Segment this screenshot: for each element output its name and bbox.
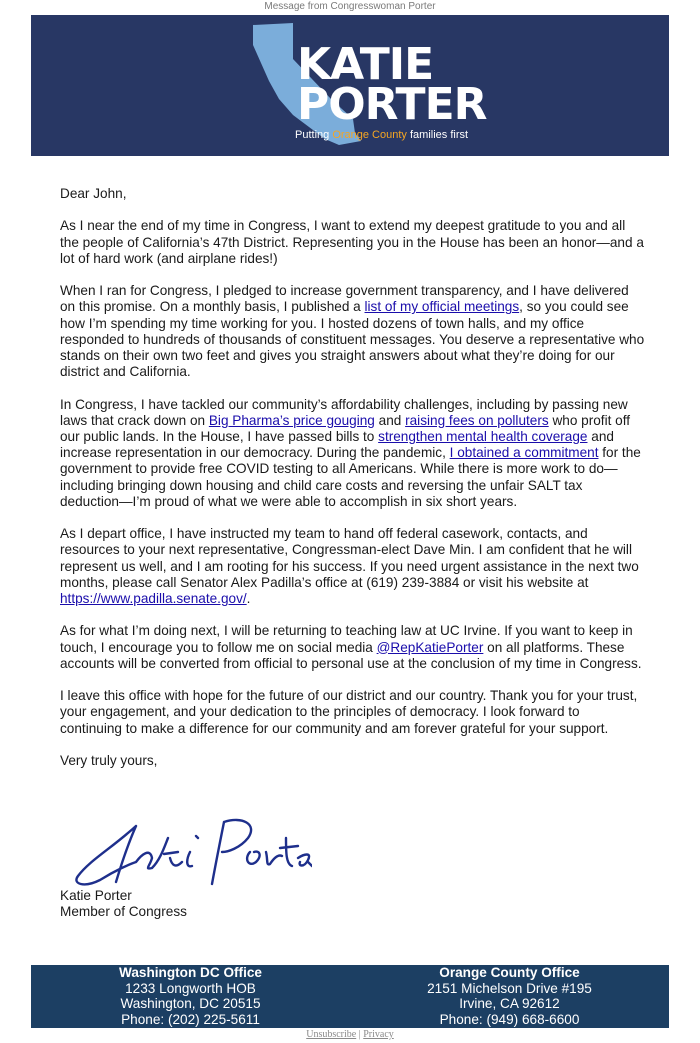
unsubscribe-link[interactable]: Unsubscribe bbox=[306, 1029, 357, 1040]
dc-office-title: Washington DC Office bbox=[119, 965, 262, 980]
letter-body bbox=[60, 186, 645, 785]
paragraph-1: As I near the end of my time in Congress, I want to extend my deepest gratitude to you and all the people of California’s 47th District. Representing you in the House has been an honor—and a lot of hard work (and airplane rides!) bbox=[60, 218, 644, 266]
oc-office-address-1: 2151 Michelson Drive #195 bbox=[427, 980, 592, 996]
preheader-text: Message from Congresswoman Porter bbox=[264, 1, 436, 12]
paragraph-3-text-4: and increase representation in our democracy. During the pandemic, bbox=[60, 429, 614, 461]
logo-tagline bbox=[295, 128, 468, 142]
oc-office bbox=[350, 965, 669, 1027]
social-handle-link[interactable]: @RepKatiePorter bbox=[376, 639, 484, 655]
greeting: Dear John, bbox=[60, 186, 127, 201]
paragraph-2-text: When I ran for Congress, I pledged to increase government transparency, and I have delivered on this promise. On a monthly basis, I published a bbox=[60, 283, 629, 315]
oc-office-address-2: Irvine, CA 92612 bbox=[459, 996, 560, 1012]
paragraph-4 bbox=[60, 526, 645, 607]
header-banner bbox=[31, 15, 669, 156]
paragraph-5-text: As for what I’m doing next, I will be returning to teaching law at UC Irvine. If you want to keep in touch, I encourage you to follow me on social media bbox=[60, 623, 633, 655]
padilla-website-link[interactable]: https://www.padilla.senate.gov/ bbox=[60, 591, 247, 607]
handwritten-signature bbox=[72, 808, 312, 893]
signer-block bbox=[60, 888, 187, 920]
dc-office bbox=[31, 965, 350, 1027]
paragraph-3-text-5: for the government to provide free COVID testing to all Americans. While there is more work to do—including bringing down housing and child care costs and reversing the unfair SALT tax deduction—I’m proud of what we were able to accomplish in six short years. bbox=[60, 445, 641, 509]
paragraph-3-text-3: who profit off our public lands. In the House, I have passed bills to bbox=[60, 412, 631, 444]
paragraph-3 bbox=[60, 397, 645, 510]
paragraph-3-text-2: and bbox=[374, 412, 406, 428]
logo-first-name: KATIE bbox=[297, 39, 434, 90]
dc-office-phone: Phone: (202) 225-5611 bbox=[121, 1011, 260, 1027]
polluters-fees-link[interactable]: raising fees on polluters bbox=[405, 412, 549, 428]
paragraph-5-text-end: on all platforms. These accounts will be converted from official to personal use at the conclusion of my time in Congress. bbox=[60, 639, 642, 671]
tagline-end: families first bbox=[406, 129, 469, 141]
legal-separator: | bbox=[356, 1029, 364, 1040]
dc-office-address-1: 1233 Longworth HOB bbox=[125, 980, 256, 996]
dc-office-address-2: Washington, DC 20515 bbox=[120, 996, 261, 1012]
signature-icon bbox=[72, 808, 312, 888]
official-meetings-link[interactable]: list of my official meetings bbox=[364, 299, 520, 315]
oc-office-title: Orange County Office bbox=[439, 965, 580, 980]
legal-links bbox=[0, 1029, 700, 1041]
logo-last-name: PORTER bbox=[297, 79, 487, 130]
paragraph-4-text-end: . bbox=[246, 591, 251, 607]
paragraph-6: I leave this office with hope for the future of our district and our country. Thank you for your trust, your engagement, and your dedication to the principles of democracy. I look forward to continuing to make a difference for our community and am forever grateful for your support. bbox=[60, 688, 638, 736]
closing: Very truly yours, bbox=[60, 753, 158, 768]
mental-health-link[interactable]: strengthen mental health coverage bbox=[378, 429, 588, 444]
signer-title: Member of Congress bbox=[60, 904, 187, 920]
price-gouging-link[interactable]: Big Pharma’s price gouging bbox=[208, 412, 375, 428]
paragraph-3-text: In Congress, I have tackled our community’s affordability challenges, including by passing new laws that crack down on bbox=[60, 396, 628, 428]
signer-name: Katie Porter bbox=[60, 888, 132, 903]
privacy-link[interactable]: Privacy bbox=[363, 1029, 394, 1040]
paragraph-2 bbox=[60, 283, 645, 380]
logo-wordmark bbox=[297, 39, 497, 130]
footer-offices bbox=[31, 965, 669, 1028]
covid-commitment-link[interactable]: I obtained a commitment bbox=[449, 445, 599, 461]
oc-office-phone: Phone: (949) 668-6600 bbox=[439, 1011, 580, 1027]
paragraph-5 bbox=[60, 623, 645, 672]
tagline-highlight: Orange County bbox=[332, 129, 407, 141]
paragraph-2-text-end: , so you could see how I’m spending my time working for you. I hosted dozens of town halls, and my office responded to hundreds of thousands of constituent messages. You deserve a representative who stands on their own two feet and gives you straight answers about what they’re doing for our district and California. bbox=[60, 299, 645, 380]
paragraph-4-text: As I depart office, I have instructed my team to hand off federal casework, contacts, and resources to your next representative, Congressman-elect Dave Min. I am confident that he will represent us well, and I am rooting for his success. If you need urgent assistance in the next two months, please call Senator Alex Padilla’s office at (619) 239-3884 or visit his website at bbox=[60, 526, 639, 590]
tagline-start: Putting bbox=[295, 129, 333, 141]
